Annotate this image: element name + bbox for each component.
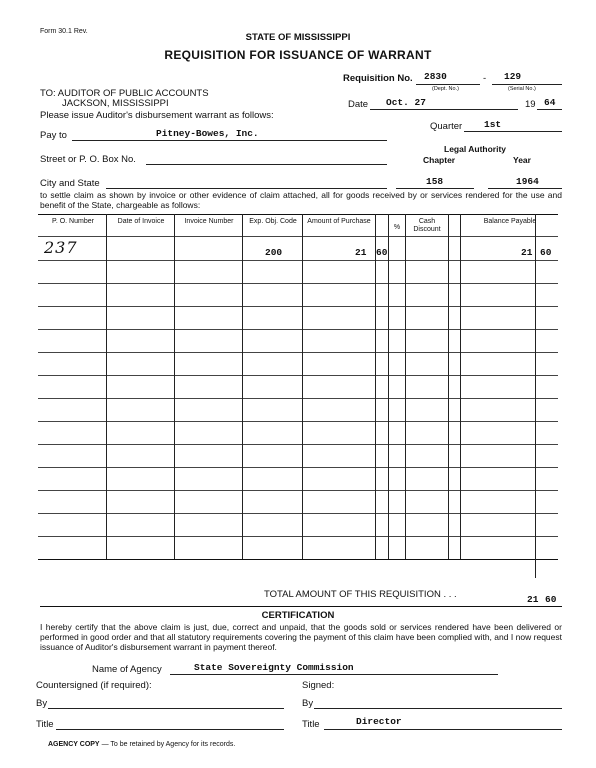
title-label-left: Title	[36, 719, 54, 730]
legal-year-value: 1964	[516, 176, 539, 187]
agency-line	[170, 674, 498, 675]
year-suffix: 64	[544, 97, 556, 108]
quarter-line	[464, 131, 562, 132]
row1-po-number: 237	[44, 238, 78, 257]
chapter-value: 158	[426, 176, 444, 187]
title-label-right: Title	[302, 719, 320, 730]
total-cents: 60	[545, 594, 557, 605]
by-line-right	[314, 708, 562, 709]
date-label: Date	[348, 99, 369, 110]
form-number: Form 30.1 Rev.	[40, 28, 88, 35]
street-line	[146, 164, 387, 165]
state-heading: STATE OF MISSISSIPPI	[245, 32, 351, 43]
countersigned-label: Countersigned (if required):	[36, 680, 152, 691]
by-label-right: By	[302, 698, 314, 709]
instruction-text: Please issue Auditor's disbursement warrant as follows:	[40, 110, 274, 121]
date-value: Oct. 27	[386, 97, 426, 108]
row1-balance-dollars: 21	[521, 247, 533, 258]
street-label: Street or P. O. Box No.	[40, 154, 136, 165]
title-value: Director	[356, 716, 402, 727]
title-line-right	[324, 729, 562, 730]
quarter-value: 1st	[484, 119, 502, 130]
pay-to-value: Pitney-Bowes, Inc.	[156, 128, 259, 139]
header-invoice-number: Invoice Number	[184, 218, 234, 225]
signed-label: Signed:	[302, 680, 335, 691]
city-label: City and State	[40, 178, 100, 189]
legal-authority-title: Legal Authority	[444, 144, 507, 154]
form-title: REQUISITION FOR ISSUANCE OF WARRANT	[164, 48, 432, 62]
by-line-left	[48, 708, 284, 709]
serial-caption: (Serial No.)	[508, 86, 536, 92]
row1-amount-dollars: 21	[355, 247, 367, 258]
agency-label: Name of Agency	[92, 664, 162, 675]
total-label: TOTAL AMOUNT OF THIS REQUISITION . . .	[264, 589, 457, 600]
agency-copy-label: AGENCY COPY	[48, 741, 100, 748]
serial-no-value: 129	[504, 71, 522, 82]
requisition-label: Requisition No.	[343, 73, 413, 84]
addressee-line1: TO: AUDITOR OF PUBLIC ACCOUNTS	[40, 88, 209, 99]
year-line	[537, 109, 562, 110]
year-prefix: 19	[525, 99, 536, 110]
dept-no-value: 2830	[424, 71, 447, 82]
date-line	[370, 109, 518, 110]
quarter-label: Quarter	[430, 121, 463, 132]
by-label-left: By	[36, 698, 48, 709]
total-dollars: 21	[527, 594, 539, 605]
agency-value: State Sovereignty Commission	[194, 662, 354, 673]
header-po-number: P. O. Number	[52, 218, 94, 225]
year-label: Year	[513, 155, 531, 165]
addressee-line2: JACKSON, MISSISSIPPI	[62, 98, 169, 109]
row1-amount-cents: 60	[376, 247, 388, 258]
agency-copy-text: — To be retained by Agency for its records.	[101, 741, 236, 748]
header-exp-code: Exp. Obj. Code	[249, 218, 297, 225]
header-amount: Amount of Purchase	[307, 218, 371, 225]
header-cash-discount: Cash Discount	[413, 218, 441, 233]
header-balance: Balance Payable	[483, 218, 537, 225]
chapter-line	[396, 188, 474, 189]
claim-table	[38, 214, 558, 578]
pay-to-line	[72, 140, 387, 141]
certification-title: CERTIFICATION	[261, 610, 335, 621]
chapter-label: Chapter	[423, 155, 456, 165]
dept-caption: (Dept. No.)	[432, 86, 459, 92]
total-divider	[40, 606, 562, 607]
serial-no-line	[492, 84, 562, 85]
header-invoice-date: Date of Invoice	[117, 218, 165, 225]
row1-exp-code: 200	[265, 247, 283, 258]
header-percent: %	[393, 224, 401, 231]
title-line-left	[56, 729, 284, 730]
certification-text: I hereby certify that the above claim is just, due, correct and unpaid, that the goods sold or services rendered have been delivered or performed in good order and that all statutory requirements covering the payment of this claim have been complied with, and I now request issuance of Auditor's disbursement warrant in payment thereof.	[40, 622, 562, 652]
purpose-text: to settle claim as shown by invoice or other evidence of claim attached, all for goods received by or services rendered for the use and benefit of the State, chargeable as follows:	[40, 190, 562, 210]
footer	[48, 741, 235, 748]
dept-no-line	[416, 84, 480, 85]
city-line	[106, 188, 387, 189]
pay-to-label: Pay to	[40, 130, 67, 141]
legal-year-line	[488, 188, 562, 189]
row1-balance-cents: 60	[540, 247, 552, 258]
